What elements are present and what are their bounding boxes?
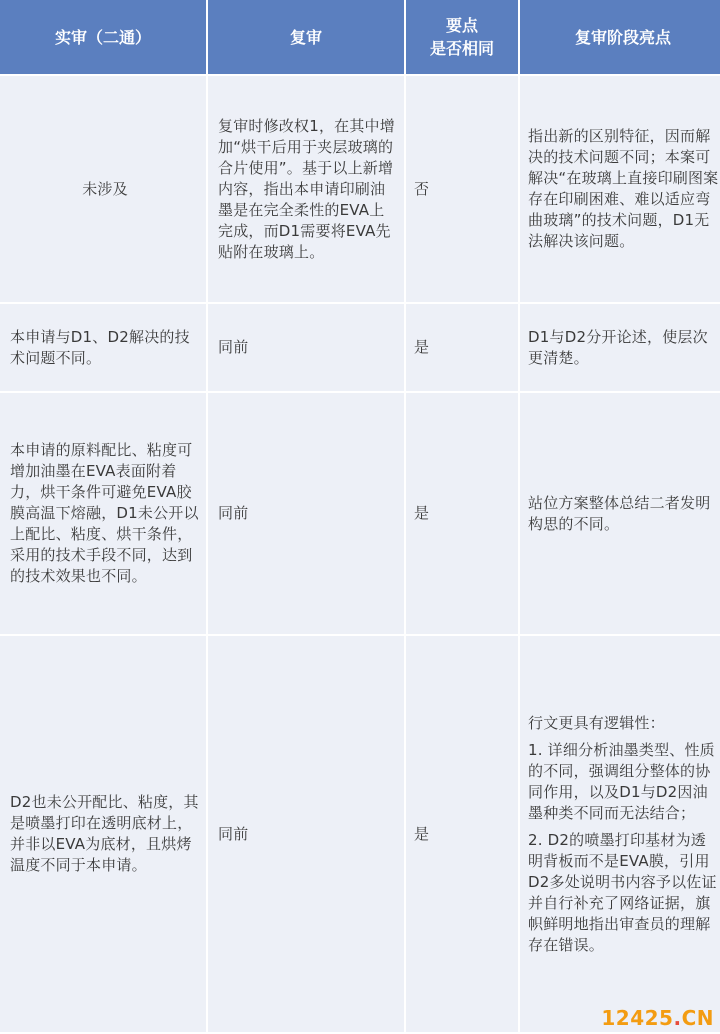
header-reexamination: 复审	[208, 0, 404, 76]
row2-substantive	[0, 304, 206, 393]
header-highlights: 复审阶段亮点	[520, 0, 720, 76]
row1-highlight-text: 指出新的区别特征，因而解决的技术问题不同；本案可解决“在玻璃上直接印刷图案存在印刷困难、难以适应弯曲玻璃”的技术问题，D1无法解决该问题。	[528, 127, 719, 250]
row4-same	[406, 636, 518, 1034]
row1-highlight	[520, 76, 720, 304]
row4-substantive	[0, 636, 206, 1034]
site-watermark	[601, 1006, 714, 1030]
row3-substantive	[0, 393, 206, 636]
row3-reexam	[208, 393, 404, 636]
row1-substantive-text: 未涉及	[82, 179, 128, 198]
watermark-number: 12425	[601, 1006, 674, 1030]
row1-same-text: 否	[414, 179, 430, 198]
row2-same-text: 是	[414, 338, 430, 356]
row4-highlight-intro: 行文更具有逻辑性：	[528, 713, 665, 732]
row3-substantive-text: 本申请的原料配比、粘度可增加油墨在EVA表面附着力，烘干条件可避免EVA胶膜高温下熔融，D1未公开以上配比、粘度、烘干条件，采用的技术手段不同，达到的技术效果也不同。	[10, 441, 199, 585]
row2-same	[406, 304, 518, 393]
row3-highlight-text: 站位方案整体总结二者发明构思的不同。	[528, 493, 711, 533]
row2-highlight	[520, 304, 720, 393]
watermark-suffix: CN	[681, 1006, 714, 1030]
row3-same	[406, 393, 518, 636]
row2-reexam-text: 同前	[218, 338, 249, 356]
row4-reexam-text: 同前	[218, 824, 249, 843]
row4-highlight-point2: 2. D2的喷墨打印基材为透明背板而不是EVA膜，引用D2多处说明书内容予以佐证并自行补充了网络证据，旗帜鲜明地指出审查员的理解存在错误。	[528, 830, 717, 954]
row1-substantive	[0, 76, 206, 304]
row1-same	[406, 76, 518, 304]
header-same-point: 要点 是否相同	[406, 0, 518, 76]
watermark-dot: .	[673, 1006, 682, 1030]
row4-substantive-text: D2也未公开配比、粘度，其是喷墨打印在透明底材上，并非以EVA为底材，且烘烤温度不同于本申请。	[10, 793, 199, 874]
row2-substantive-text: 本申请与D1、D2解决的技术问题不同。	[10, 327, 190, 367]
header-substantive-exam: 实审（二通）	[0, 0, 206, 76]
row3-reexam-text: 同前	[218, 504, 249, 522]
row3-highlight	[520, 393, 720, 636]
row1-reexam-text: 复审时修改权1，在其中增加“烘干后用于夹层玻璃的合片使用”。基于以上新增内容，指出本申请印刷油墨是在完全柔性的EVA上完成，而D1需要将EVA先贴附在玻璃上。	[218, 116, 395, 261]
row4-reexam	[208, 636, 404, 1034]
row4-highlight	[520, 636, 720, 1034]
row4-same-text: 是	[414, 824, 430, 843]
row4-highlight-point1: 1. 详细分析油墨类型、性质的不同，强调组分整体的协同作用，以及D1与D2因油墨种类不同而无法结合；	[528, 740, 715, 822]
row1-reexam	[208, 76, 404, 304]
row4-highlight-body	[528, 713, 720, 956]
row2-highlight-text: D1与D2分开论述，使层次更清楚。	[528, 327, 708, 367]
row3-same-text: 是	[414, 504, 430, 522]
row2-reexam	[208, 304, 404, 393]
